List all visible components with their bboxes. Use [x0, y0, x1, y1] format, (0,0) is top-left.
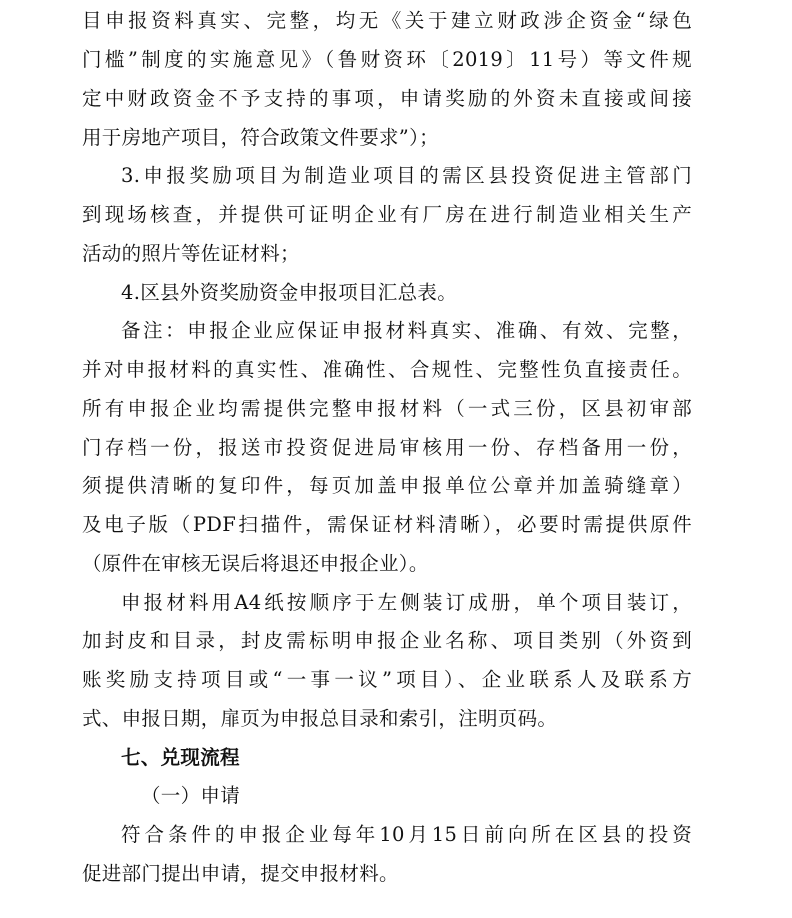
- paragraph-line: 活动的照片等佐证材料；: [82, 242, 300, 265]
- paragraph-line: 须提供清晰的复印件，每页加盖申报单位公章并加盖骑缝章）: [82, 474, 692, 497]
- paragraph-line: 所有申报企业均需提供完整申报材料（一式三份，区县初审部: [82, 397, 692, 420]
- paragraph-line: 门槛”制度的实施意见》（鲁财资环〔2019〕11号）等文件规: [82, 48, 692, 71]
- paragraph-line: 及电子版（PDF扫描件，需保证材料清晰），必要时需提供原件: [82, 513, 692, 536]
- paragraph-line: 加封皮和目录，封皮需标明申报企业名称、项目类别（外资到: [82, 629, 692, 652]
- paragraph-line: 促进部门提出申请，提交申报材料。: [82, 862, 399, 885]
- paragraph-line: 到现场核查，并提供可证明企业有厂房在进行制造业相关生产: [82, 203, 692, 226]
- section-heading: 七、兑现流程: [121, 746, 240, 769]
- paragraph-line: 申报材料用A4纸按顺序于左侧装订成册，单个项目装订，: [121, 591, 692, 614]
- paragraph-line: （原件在审核无误后将退还申报企业）。: [82, 552, 429, 575]
- subsection-heading: （一）申请: [141, 784, 241, 807]
- paragraph-line: 符合条件的申报企业每年10月15日前向所在区县的投资: [121, 823, 692, 846]
- paragraph-line: 用于房地产项目，符合政策文件要求”）；: [82, 126, 439, 149]
- paragraph-line: 备注：申报企业应保证申报材料真实、准确、有效、完整，: [121, 319, 692, 342]
- paragraph-line: 定中财政资金不予支持的事项，申请奖励的外资未直接或间接: [82, 87, 692, 110]
- paragraph-line: 4.区县外资奖励资金申报项目汇总表。: [121, 281, 458, 304]
- paragraph-line: 3.申报奖励项目为制造业项目的需区县投资促进主管部门: [121, 164, 692, 187]
- paragraph-line: 式、申报日期，扉页为申报总目录和索引，注明页码。: [82, 707, 558, 730]
- paragraph-line: 门存档一份，报送市投资促进局审核用一份、存档备用一份，: [82, 436, 692, 459]
- paragraph-line: 并对申报材料的真实性、准确性、合规性、完整性负直接责任。: [82, 358, 692, 381]
- paragraph-line: 目申报资料真实、完整，均无《关于建立财政涉企资金“绿色: [82, 9, 692, 32]
- paragraph-line: 账奖励支持项目或“一事一议”项目）、企业联系人及联系方: [82, 668, 692, 691]
